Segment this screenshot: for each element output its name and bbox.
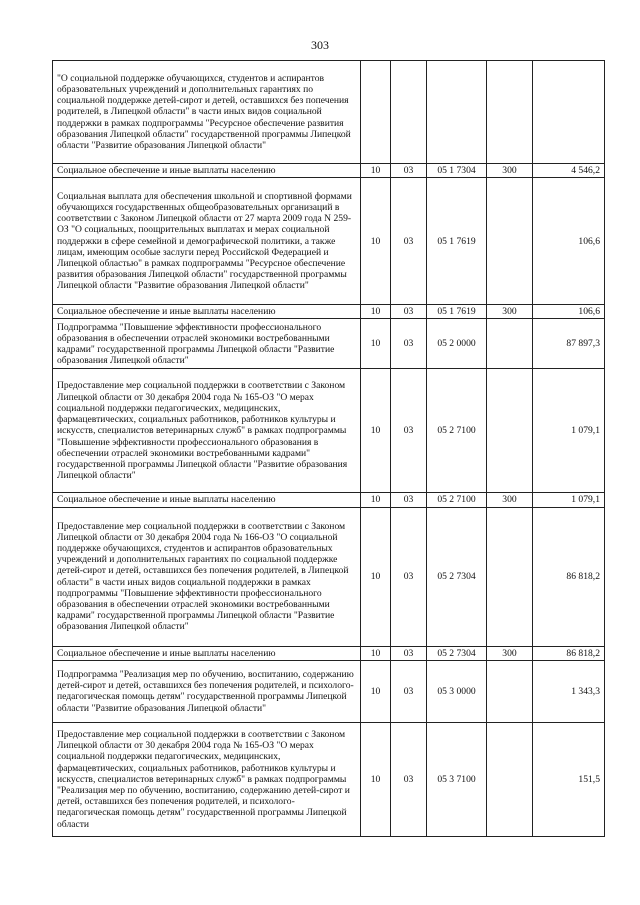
row-subsection: 03	[391, 319, 427, 369]
row-name: Подпрограмма "Повышение эффективности профессионального образования в обеспечении отраслей экономики востребованными кадрами" государственной программы Липецкой области "Развитие образования Липецкой области"	[53, 319, 361, 369]
row-section: 10	[361, 507, 391, 646]
row-amount: 1 079,1	[533, 493, 605, 507]
row-section: 10	[361, 493, 391, 507]
row-amount: 4 546,2	[533, 164, 605, 178]
row-amount	[533, 61, 605, 164]
row-name: "О социальной поддержке обучающихся, студентов и аспирантов образовательных учреждений и дополнительных гарантиях по социальной поддержке детей-сирот и детей, оставшихся без попечения родителей, в Липецкой области" в части иных видов социальной поддержки в рамках подпрограммы "Ресурсное обеспечение развития образования Липецкой области" государственной программы Липецкой области "Развитие образования Липецкой области"	[53, 61, 361, 164]
row-subsection: 03	[391, 660, 427, 722]
row-amount: 106,6	[533, 178, 605, 305]
row-amount: 1 079,1	[533, 369, 605, 493]
page-number: 303	[311, 38, 329, 52]
row-amount: 151,5	[533, 722, 605, 836]
row-subsection: 03	[391, 305, 427, 319]
row-target: 05 1 7304	[427, 164, 487, 178]
row-name: Социальное обеспечение и иные выплаты населению	[53, 305, 361, 319]
table-row	[53, 369, 605, 493]
row-expense-type	[487, 722, 533, 836]
table-row	[53, 646, 605, 660]
row-subsection: 03	[391, 369, 427, 493]
table-row	[53, 178, 605, 305]
row-subsection	[391, 61, 427, 164]
row-section: 10	[361, 646, 391, 660]
table-row	[53, 493, 605, 507]
budget-table	[52, 60, 605, 837]
row-subsection: 03	[391, 646, 427, 660]
row-expense-type	[487, 319, 533, 369]
row-section: 10	[361, 319, 391, 369]
row-amount: 86 818,2	[533, 507, 605, 646]
table-row	[53, 507, 605, 646]
row-expense-type	[487, 507, 533, 646]
row-section: 10	[361, 660, 391, 722]
row-target: 05 2 7304	[427, 646, 487, 660]
table-row	[53, 722, 605, 836]
row-expense-type: 300	[487, 646, 533, 660]
row-target: 05 2 7100	[427, 369, 487, 493]
row-section: 10	[361, 178, 391, 305]
row-name: Предоставление мер социальной поддержки в соответствии с Законом Липецкой области от 30 декабря 2004 года № 165-ОЗ "О мерах социальной поддержки педагогических, медицинских, фармацевтических, социальных работников, работников культуры и искусств, специалистов ветеринарных служб" в рамках подпрограммы "Повышение эффективности профессионального образования в обеспечении отраслей экономики востребованными кадрами" государственной программы Липецкой области "Развитие образования Липецкой области"	[53, 369, 361, 493]
row-expense-type: 300	[487, 164, 533, 178]
row-name: Социальное обеспечение и иные выплаты населению	[53, 493, 361, 507]
row-target: 05 1 7619	[427, 178, 487, 305]
row-section: 10	[361, 164, 391, 178]
table-row	[53, 164, 605, 178]
row-target: 05 3 7100	[427, 722, 487, 836]
row-section	[361, 61, 391, 164]
row-subsection: 03	[391, 178, 427, 305]
row-amount: 86 818,2	[533, 646, 605, 660]
row-amount: 1 343,3	[533, 660, 605, 722]
table-row	[53, 319, 605, 369]
row-name: Социальное обеспечение и иные выплаты населению	[53, 646, 361, 660]
row-subsection: 03	[391, 507, 427, 646]
table-row	[53, 660, 605, 722]
row-name: Социальное обеспечение и иные выплаты населению	[53, 164, 361, 178]
row-name: Предоставление мер социальной поддержки в соответствии с Законом Липецкой области от 30 декабря 2004 года № 165-ОЗ "О мерах социальной поддержки педагогических, медицинских, фармацевтических, социальных работников, работников культуры и искусств, специалистов ветеринарных служб" в рамках подпрограммы "Реализация мер по обучению, воспитанию, содержанию детей-сирот и детей, оставшихся без попечения родителей, и психолого-педагогическая помощь детям" государственной программы Липецкой области	[53, 722, 361, 836]
row-target: 05 2 7304	[427, 507, 487, 646]
row-expense-type	[487, 660, 533, 722]
row-expense-type	[487, 61, 533, 164]
table-row	[53, 61, 605, 164]
row-target: 05 3 0000	[427, 660, 487, 722]
row-expense-type: 300	[487, 493, 533, 507]
row-target	[427, 61, 487, 164]
row-expense-type	[487, 178, 533, 305]
row-name: Предоставление мер социальной поддержки в соответствии с Законом Липецкой области от 30 декабря 2004 года № 166-ОЗ "О социальной поддержке обучающихся, студентов и аспирантов образовательных учреждений и дополнительных гарантиях по социальной поддержке детей-сирот и детей, оставшихся без попечения родителей, в Липецкой области" в части иных видов социальной поддержки в рамках подпрограммы "Повышение эффективности профессионального образования в обеспечении отраслей экономики востребованными кадрами" государственной программы Липецкой области "Развитие образования Липецкой области"	[53, 507, 361, 646]
row-target: 05 2 7100	[427, 493, 487, 507]
row-name: Социальная выплата для обеспечения школьной и спортивной формами обучающихся государственных общеобразовательных организаций в соответствии с Законом Липецкой области от 27 марта 2009 года N 259-ОЗ "О социальных, поощрительных выплатах и мерах социальной поддержки в сфере семейной и демографической политики, а также лицам, имеющим особые заслуги перед Российской Федерацией и Липецкой областью" в рамках подпрограммы "Ресурсное обеспечение развития образования Липецкой области" государственной программы Липецкой области "Развитие образования Липецкой области"	[53, 178, 361, 305]
row-section: 10	[361, 722, 391, 836]
row-amount: 106,6	[533, 305, 605, 319]
table-row	[53, 305, 605, 319]
row-target: 05 1 7619	[427, 305, 487, 319]
row-name: Подпрограмма "Реализация мер по обучению, воспитанию, содержанию детей-сирот и детей, оставшихся без попечения родителей, и психолого-педагогическая помощь детям" государственной программы Липецкой области "Развитие образования Липецкой области"	[53, 660, 361, 722]
row-subsection: 03	[391, 722, 427, 836]
row-subsection: 03	[391, 493, 427, 507]
row-subsection: 03	[391, 164, 427, 178]
row-expense-type	[487, 369, 533, 493]
row-section: 10	[361, 369, 391, 493]
row-expense-type: 300	[487, 305, 533, 319]
row-section: 10	[361, 305, 391, 319]
row-amount: 87 897,3	[533, 319, 605, 369]
row-target: 05 2 0000	[427, 319, 487, 369]
